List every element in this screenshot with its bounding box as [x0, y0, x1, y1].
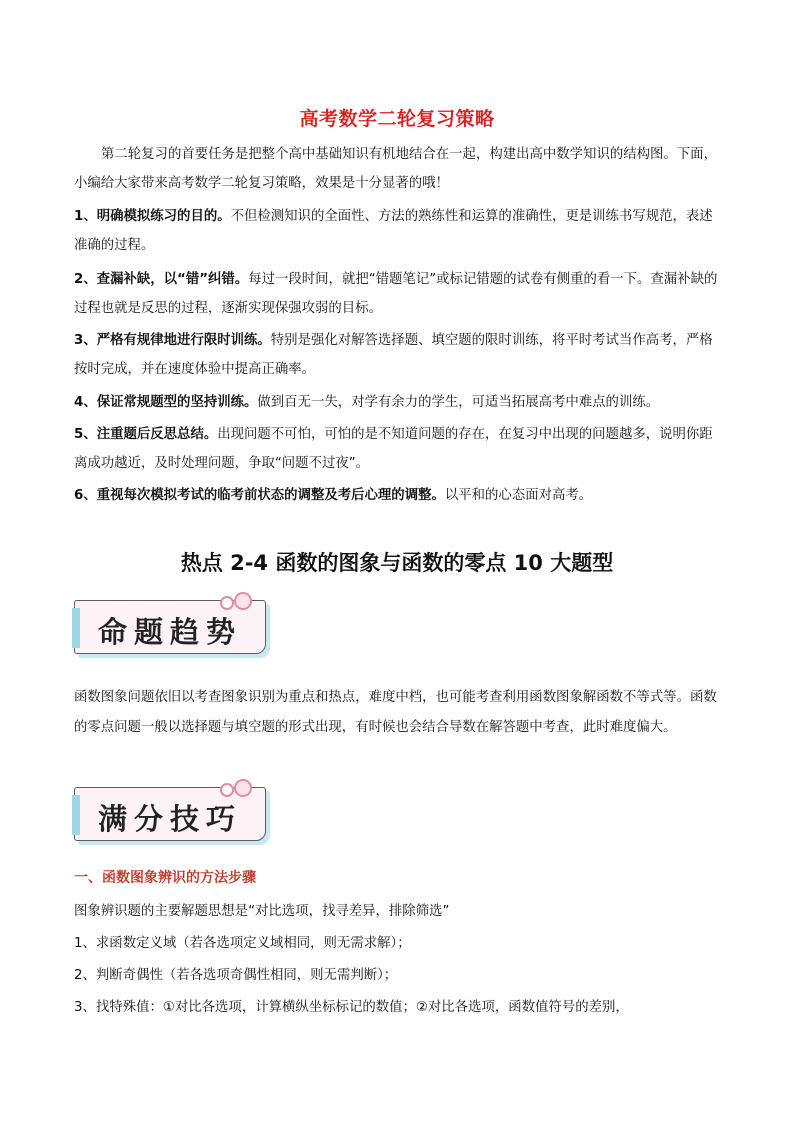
- strategy-item: [74, 202, 726, 260]
- strategy-item-text: 以平和的心态面对高考。: [444, 488, 593, 503]
- banner-accent: [72, 795, 80, 835]
- skills-banner: [74, 787, 270, 843]
- paperclip-icon: [234, 592, 252, 610]
- method-line: 图象辨识题的主要解题思想是“对比选项，找寻差异，排除筛选”: [74, 904, 450, 919]
- method-line: 3、找特殊值：①对比各选项，计算横纵坐标标记的数值；②对比各选项，函数值符号的差别，: [74, 1000, 629, 1015]
- strategy-item-lead: 5、注重题后反思总结。: [74, 427, 218, 442]
- strategy-item-lead: 3、严格有规律地进行限时训练。: [74, 333, 271, 348]
- strategy-item: [74, 420, 726, 478]
- trend-body: 函数图象问题依旧以考查图象识别为重点和热点，难度中档，也可能考查利用函数图象解函数不等式等。函数的零点问题一般以选择题与填空题的形式出现，有时候也会结合导数在解答题中考查，此时难度偏大。: [74, 690, 717, 735]
- banner-accent: [72, 608, 80, 648]
- paperclip-ring-icon: [220, 596, 234, 610]
- method-line: 2、判断奇偶性（若各选项奇偶性相同，则无需判断）；: [74, 968, 398, 983]
- strategy-item-lead: 2、查漏补缺，以“错”纠错。: [74, 272, 249, 287]
- strategy-title: 高考数学二轮复习策略: [299, 108, 495, 130]
- strategy-item-lead: 6、重视每次模拟考试的临考前状态的调整及考后心理的调整。: [74, 488, 445, 503]
- strategy-item-text: 出现问题不可怕，可怕的是不知道问题的存在，在复习中出现的问题越多，说明你距离成功越近，及时处理问题，争取“问题不过夜”。: [74, 427, 713, 471]
- trend-banner: [74, 600, 270, 656]
- hotspot-title: 热点 2-4 函数的图象与函数的零点 10 大题型: [180, 551, 614, 575]
- strategy-item: [74, 265, 726, 323]
- strategy-item-text: 做到百无一失，对学有余力的学生，可适当拓展高考中难点的训练。: [257, 395, 660, 410]
- strategy-item: [74, 388, 726, 417]
- strategy-item-text: 特别是强化对解答选择题、填空题的限时训练，将平时考试当作高考，严格按时完成，并在速度体验中提高正确率。: [74, 333, 713, 377]
- skills-banner-label: 满分技巧: [98, 802, 243, 836]
- paperclip-icon: [234, 779, 252, 797]
- strategy-item-lead: 4、保证常规题型的坚持训练。: [74, 395, 258, 410]
- strategy-item: [74, 326, 726, 384]
- strategy-item-text: 不但检测知识的全面性、方法的熟练性和运算的准确性，更是训练书写规范，表述准确的过程。: [74, 209, 713, 253]
- strategy-item-lead: 1、明确模拟练习的目的。: [74, 209, 231, 224]
- strategy-intro: 第二轮复习的首要任务是把整个高中基础知识有机地结合在一起，构建出高中数学知识的结构图。下面，小编给大家带来高考数学二轮复习策略，效果是十分显著的哦！: [74, 147, 717, 191]
- method-section-title: 一、函数图象辨识的方法步骤: [74, 870, 256, 886]
- trend-banner-label: 命题趋势: [98, 615, 243, 649]
- paperclip-ring-icon: [220, 783, 234, 797]
- method-line: 1、求函数定义域（若各选项定义域相同，则无需求解）；: [74, 936, 411, 951]
- strategy-item-text: 每过一段时间，就把“错题笔记”或标记错题的试卷有侧重的看一下。查漏补缺的过程也就是反思的过程，逐渐实现保强攻弱的目标。: [74, 272, 718, 316]
- strategy-item: [74, 481, 726, 510]
